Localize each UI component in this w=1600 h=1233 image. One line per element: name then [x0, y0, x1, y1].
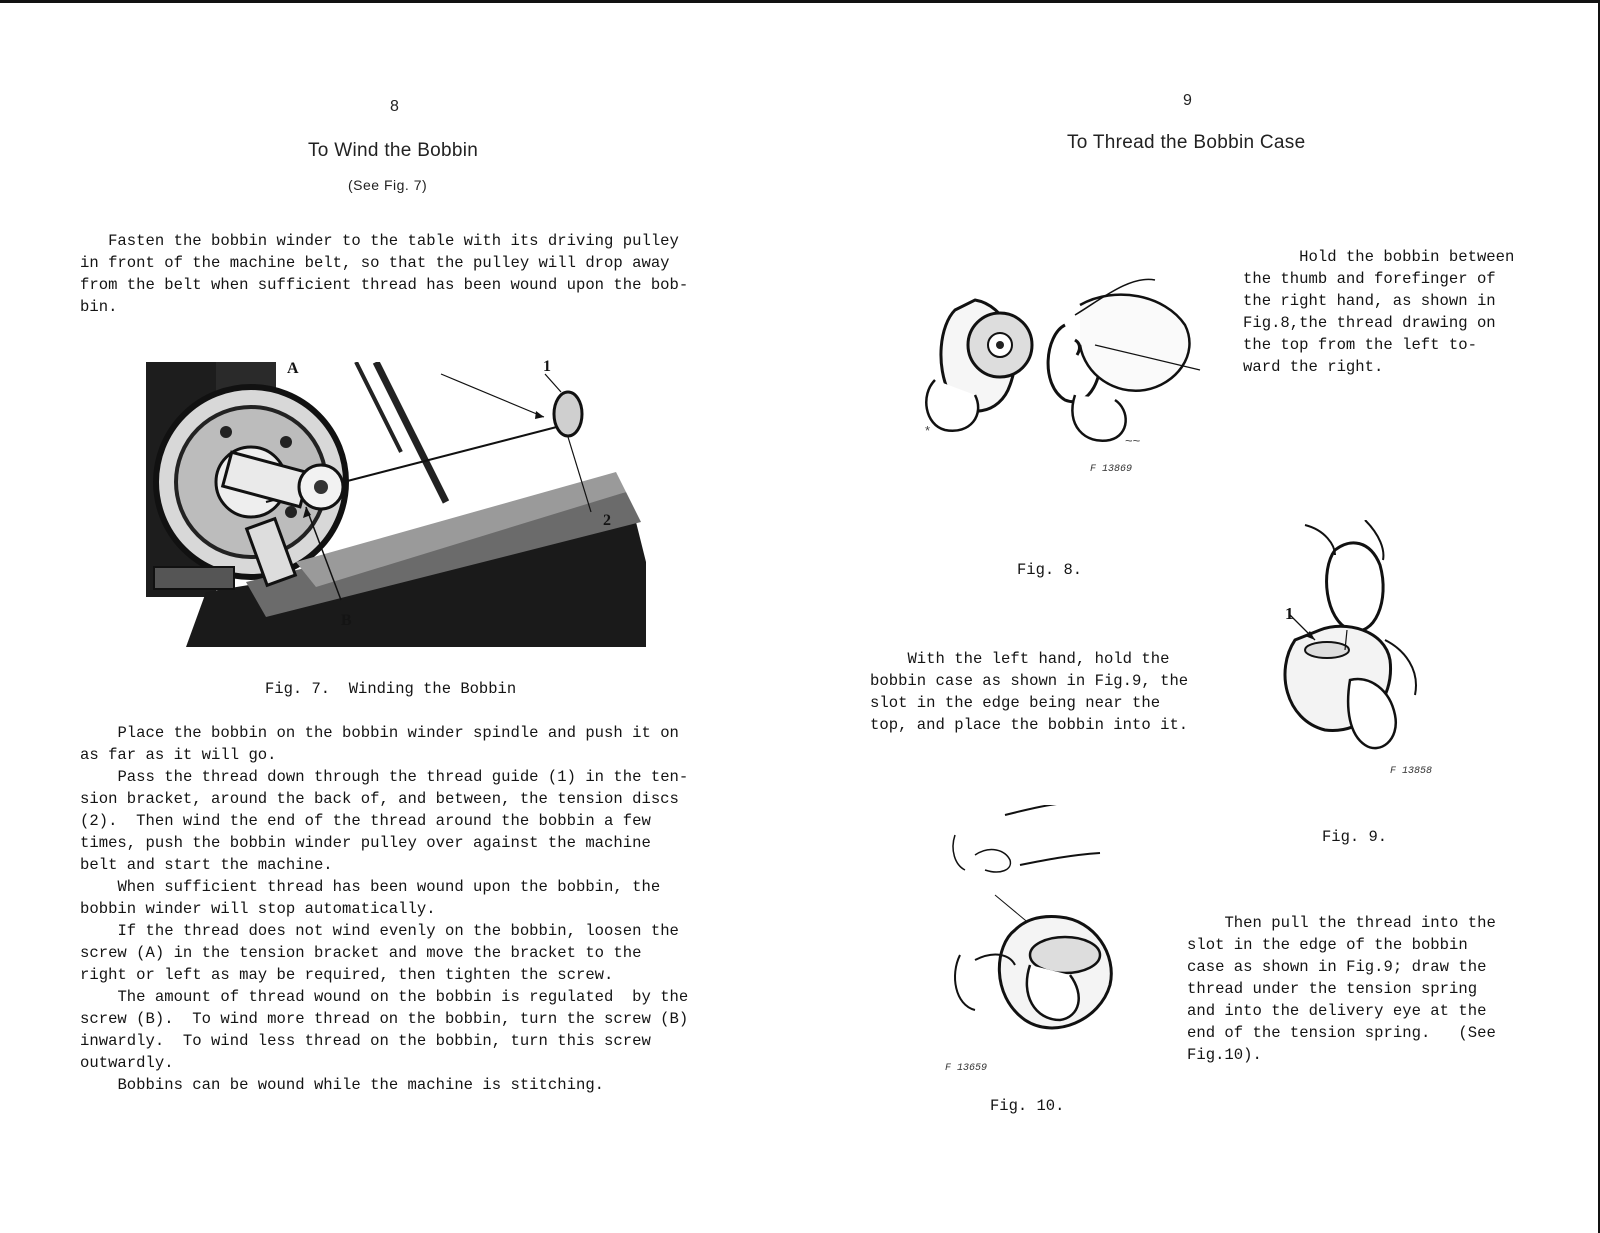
fig7-callout-b: B [341, 612, 352, 629]
fig10-caption: Fig. 10. [990, 1097, 1065, 1115]
fig8-caption: Fig. 8. [1017, 561, 1083, 579]
fig7-callout-2: 2 [603, 512, 611, 529]
page-title-right: To Thread the Bobbin Case [1067, 132, 1306, 153]
intro-paragraph: Fasten the bobbin winder to the table with its driving pulley in front of the machine belt, so that the pulley will drop away from the belt when sufficient thread has been wound upon the bob- bin. [80, 232, 689, 316]
fig9-code: F 13858 [1390, 766, 1433, 777]
page-number-right: 9 [1183, 92, 1192, 109]
fig7-caption: Fig. 7. Winding the Bobbin [265, 680, 517, 698]
paragraph-hold-bobbin: Hold the bobbin between the thumb and forefinger of the right hand, as shown in Fig.8,the thread drawing on the top from the left to- ward the right. [1243, 248, 1515, 376]
page-title-left: To Wind the Bobbin [308, 140, 479, 161]
fig9-caption: Fig. 9. [1322, 828, 1388, 846]
page-number-left: 8 [390, 98, 399, 115]
fig7-callout-1: 1 [543, 358, 551, 375]
page-subtitle-left: (See Fig. 7) [348, 177, 428, 193]
fig10-code: F 13659 [945, 1063, 988, 1074]
paragraph-hold-case: With the left hand, hold the bobbin case as shown in Fig.9, the slot in the edge being near the top, and place the bobbin into it. [870, 650, 1189, 734]
svg-text:*: * [925, 423, 931, 438]
fig9-illustration [1265, 520, 1440, 765]
fig8-code: F 13869 [1090, 464, 1133, 475]
fig10-illustration [945, 805, 1125, 1055]
svg-text:~~: ~~ [1125, 433, 1141, 448]
paragraph-tension-spring: Then pull the thread into the slot in the edge of the bobbin case as shown in Fig.9; draw the thread under the tension spring and into the delivery eye at the end of the tension spring. (See Fig.10). [1187, 914, 1496, 1064]
winding-instructions: Place the bobbin on the bobbin winder spindle and push it on as far as it will go. Pass the thread down through the thread guide (1) in the ten- sion bracket, around the back of, and between, the tension discs (2). Then wind the end of the thread around the bobbin a few times, push the bobbin winder pulley over against the machine belt and start the machine. When sufficient thread has been wound upon the bobbin, the bobbin winder will stop automatically. If the thread does not wind evenly on the bobbin, loosen the screw (A) in the tension bracket and move the bracket to the right or left as may be required, then tighten the screw. The amount of thread wound on the bobbin is regulated by the screw (B). To wind more thread on the bobbin, turn the screw (B) inwardly. To wind less thread on the bobbin, turn this screw outwardly. Bobbins can be wound while the machine is stitching. [80, 724, 689, 1094]
fig7-illustration [146, 362, 646, 647]
fig9-callout-1: 1 [1285, 604, 1294, 623]
fig7-callout-a: A [287, 360, 299, 377]
fig8-illustration [915, 265, 1205, 475]
top-border [0, 0, 1600, 3]
